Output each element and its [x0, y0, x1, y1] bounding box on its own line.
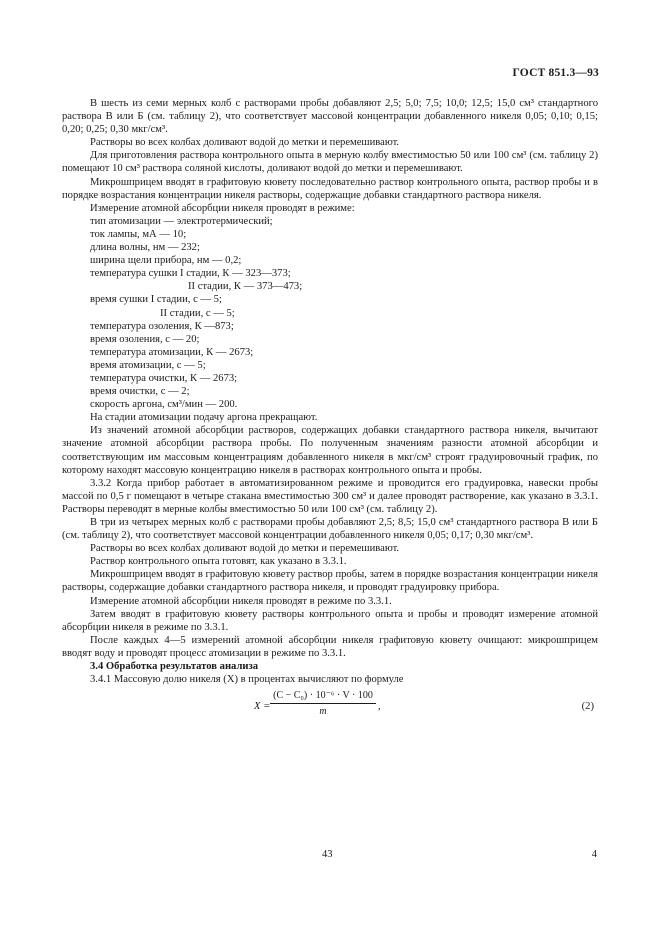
- mode-line: время сушки I стадии, с — 5;: [90, 294, 222, 306]
- section-heading: 3.4 Обработка результатов анализа: [90, 661, 259, 673]
- mode-line: II стадии, К — 373—473;: [188, 281, 303, 293]
- formula-lhs: X =: [254, 701, 271, 713]
- mode-line: ширина щели прибора, нм — 0,2;: [90, 255, 242, 267]
- formula-denominator: m: [319, 706, 327, 718]
- paragraph: В шесть из семи мерных колб с растворами пробы добавляют 2,5; 5,0; 7,5; 10,0; 12,5; 15,0 см³ стандартного раствора В или Б (см. таблицу 2), что соответствует массовой концентрации добавленного никеля 0,05; 0,10; 0,15; 0,20; 0,25; 0,30 мкг/см³.: [62, 98, 598, 136]
- sheet-number: 4: [591, 849, 597, 860]
- mode-line: температура атомизации, К — 2673;: [90, 346, 254, 358]
- paragraph: Измерение атомной абсорбции никеля проводят в режиме по 3.3.1.: [90, 595, 392, 607]
- paragraph: Раствор контрольного опыта готовят, как указано в 3.3.1.: [90, 556, 347, 568]
- paragraph: На стадии атомизации подачу аргона прекращают.: [90, 412, 318, 424]
- paragraph: Растворы во всех колбах доливают водой до метки и перемешивают.: [90, 543, 400, 555]
- formula-comma: ,: [378, 701, 381, 713]
- formula: [62, 688, 598, 728]
- page-number: 43: [322, 849, 333, 860]
- mode-line: температура сушки I стадии, К — 323—373;: [90, 268, 291, 280]
- paragraph: 3.4.1 Массовую долю никеля (X) в процентах вычисляют по формуле: [90, 674, 404, 686]
- formula-numerator: (C − C₀) · 10⁻⁶ · V · 100: [270, 689, 376, 704]
- paragraph: Из значений атомной абсорбции растворов, содержащих добавки стандартного раствора никеля, вычитают значение атомной абсорбции раствора пробы. По полученным значениям разности атомной абсорбции и соответствующим им массовым концентрациям добавленного никеля в мкг/см³ строят градуировочный график, по которому находят массовую концентрацию никеля в растворах контрольного опыта и пробы.: [62, 425, 598, 476]
- formula-fraction: [270, 689, 376, 718]
- mode-line: температура озоления, К —873;: [90, 320, 234, 332]
- paragraph: Микрошприцем вводят в графитовую кювету последовательно раствор контрольного опыта, раствор пробы и в порядке возрастания концентрации никеля растворы, содержащие добавки стандартного раствора никеля.: [62, 176, 598, 201]
- mode-line: время атомизации, с — 5;: [90, 359, 206, 371]
- body-text: [62, 97, 598, 728]
- mode-line: длина волны, нм — 232;: [90, 242, 200, 254]
- paragraph: Для приготовления раствора контрольного опыта в мерную колбу вместимостью 50 или 100 см³ (см. таблицу 2) помещают 10 см³ раствора соляной кислоты, доливают водой до метки и перемешивают.: [62, 150, 598, 175]
- paragraph: Растворы во всех колбах доливают водой до метки и перемешивают.: [90, 137, 400, 149]
- paragraph: Микрошприцем вводят в графитовую кювету раствор пробы, затем в порядке возрастания концентрации никеля растворы, содержащие добавки стандартного раствора никеля, и проводят градуировку прибора.: [62, 569, 598, 594]
- paragraph: Затем вводят в графитовую кювету растворы контрольного опыта и пробы и проводят измерение атомной абсорбции никеля в режиме по 3.3.1.: [62, 608, 598, 633]
- mode-line: ток лампы, мА — 10;: [90, 228, 187, 240]
- formula-number: (2): [581, 701, 594, 713]
- mode-line: тип атомизации — электротермический;: [90, 215, 273, 227]
- mode-line: II стадии, с — 5;: [160, 307, 235, 319]
- paragraph: В три из четырех мерных колб с растворами пробы добавляют 2,5; 8,5; 15,0 см³ стандартного раствора В или Б (см. таблицу 2), что соответствует массовой концентрации добавленного никеля 0,05; 0,17; 0,30 мкг/см³.: [62, 517, 598, 542]
- paragraph: 3.3.2 Когда прибор работает в автоматизированном режиме и проводится его градуировка, навески пробы массой по 0,5 г помещают в четыре стакана вместимостью 300 см³ и далее проводят растворение, как указано в 3.3.1. Растворы переводят в мерные колбы вместимостью 50 или 100 см³ (см. таблицу 2).: [62, 477, 598, 515]
- mode-line: время очистки, с — 2;: [90, 386, 190, 398]
- standard-header: ГОСТ 851.3—93: [512, 67, 599, 79]
- paragraph: Измерение атомной абсорбции никеля проводят в режиме:: [90, 202, 355, 214]
- mode-line: температура очистки, К — 2673;: [90, 372, 238, 384]
- mode-line: время озоления, с — 20;: [90, 333, 200, 345]
- paragraph: После каждых 4—5 измерений атомной абсорбции никеля графитовую кювету очищают: микрошприцем вводят воду и проводят процесс атомизации в режиме по 3.3.1.: [62, 634, 598, 659]
- mode-line: скорость аргона, см³/мин — 200.: [90, 399, 238, 411]
